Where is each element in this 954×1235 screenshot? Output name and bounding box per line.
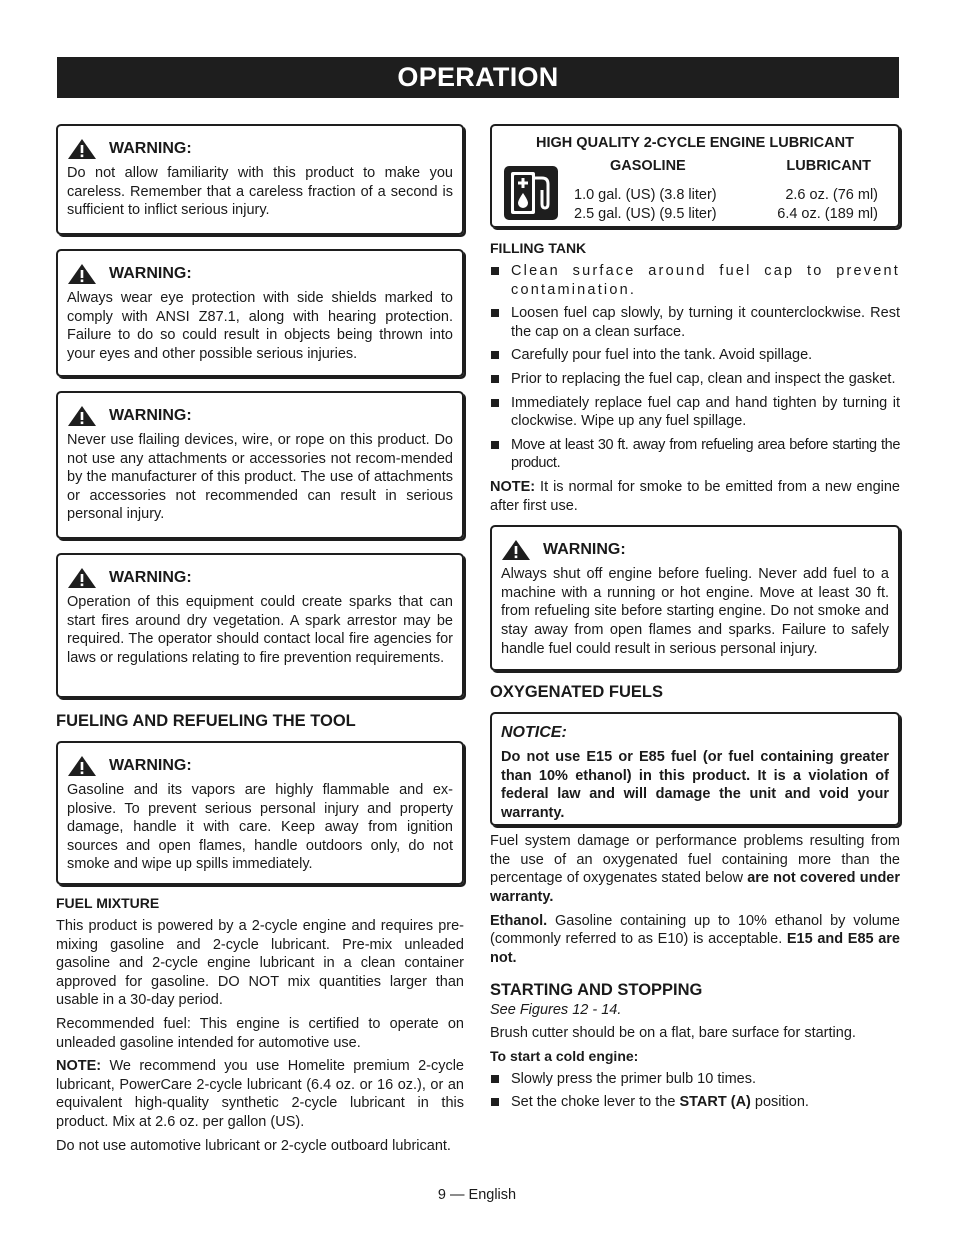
gasoline-cell: 2.5 gal. (US) (9.5 liter) <box>574 206 717 222</box>
warning-box-familiarity <box>56 124 464 235</box>
list-item: Move at least 30 ft. away from refueling area before starting the product. <box>490 436 900 473</box>
warning-triangle-icon <box>67 263 97 285</box>
warning-text: Gasoline and its vapors are highly flammable and ex-plosive. To prevent serious personal injury and property damage, handle it with care. Keep away from ignition sources and open flames, handle outdoors only, do not smoke and wipe up spills immediately. <box>67 782 453 873</box>
right-column <box>490 124 900 1117</box>
warning-text: Operation of this equipment could create sparks that can start fires around dry vegetation. A spark arrestor may be required. The operator should contact local fire agencies for laws or regulations relating to fire prevention requirements. <box>67 594 453 666</box>
fuel-mixture-paragraph: This product is powered by a 2-cycle engine and requires pre-mixing gasoline and 2-cycle lubricant. Pre-mix unleaded gasoline and 2-cycle engine lubricant in a clean container approved for gasoline. DO NOT mix quantities larger than usable in a 30-day period. <box>56 918 464 1009</box>
warning-triangle-icon <box>67 405 97 427</box>
ethanol-paragraph <box>490 912 900 968</box>
warning-title: WARNING: <box>109 140 192 157</box>
list-item: Loosen fuel cap slowly, by turning it counterclockwise. Rest the cap on a clean surface. <box>490 304 900 341</box>
oxygenated-text: Fuel system damage or performance problems resulting from the use of an oxygenated fuel containing more than the percentage of oxygenates stated below <box>490 833 900 887</box>
lubricant-cell: 2.6 oz. (76 ml) <box>785 187 878 203</box>
warning-triangle-icon <box>67 755 97 777</box>
list-item: Immediately replace fuel cap and hand tighten by turning it clockwise. Wipe up any fuel spillage. <box>490 394 900 431</box>
choke-position-label: START (A) <box>679 1094 751 1111</box>
lubricant-row <box>574 206 878 222</box>
note-text: It is normal for smoke to be emitted from a new engine after first use. <box>490 478 900 514</box>
ethanol-label: Ethanol. <box>490 912 548 929</box>
cold-start-list <box>490 1070 900 1112</box>
smoke-note-paragraph <box>490 478 900 515</box>
automotive-lubricant-paragraph: Do not use automotive lubricant or 2-cycle outboard lubricant. <box>56 1137 451 1154</box>
lubricant-note-paragraph <box>56 1057 464 1131</box>
list-item: Carefully pour fuel into the tank. Avoid spillage. <box>490 346 900 365</box>
warning-box-gasoline <box>56 741 464 885</box>
section-title-fueling: FUELING AND REFUELING THE TOOL <box>56 712 356 730</box>
warning-box-eye-protection <box>56 249 464 377</box>
page-title: OPERATION <box>57 57 899 98</box>
warning-triangle-icon <box>501 539 531 561</box>
section-title-oxygenated: OXYGENATED FUELS <box>490 683 663 702</box>
list-item: Slowly press the primer bulb 10 times. <box>490 1070 900 1089</box>
warning-text: Never use flailing devices, wire, or rope on this product. Do not use any attachments or accessories not recom-mended by the manufacturer of this product. The use of attachments or accessories not recommended can result in serious personal injury. <box>67 432 453 523</box>
column-header-gasoline: GASOLINE <box>610 158 686 174</box>
warning-triangle-icon <box>67 138 97 160</box>
choke-text-end: position. <box>750 1094 809 1111</box>
column-header-lubricant: LUBRICANT <box>786 158 871 174</box>
list-item <box>490 1093 900 1112</box>
lubricant-table-title: HIGH QUALITY 2-CYCLE ENGINE LUBRICANT <box>536 135 854 151</box>
warning-box-sparks <box>56 553 464 698</box>
notice-title: NOTICE: <box>501 724 567 742</box>
warning-title: WARNING: <box>109 569 192 586</box>
lubricant-cell: 6.4 oz. (189 ml) <box>777 206 878 222</box>
subsection-title-fuel-mixture: FUEL MIXTURE <box>56 895 160 911</box>
list-item: Clean surface around fuel cap to prevent contamination. <box>490 262 900 299</box>
section-title-starting: STARTING AND STOPPING <box>490 981 703 1000</box>
ethanol-bold-text: E15 and E85 are not. <box>490 931 900 966</box>
warning-text: Always shut off engine before fueling. Never add fuel to a machine with a running or hot engine. Move at least 30 ft. from refueling site before starting engine. Do not smoke and stay away from open flames and sparks. Failure to safely handle fuel could result in serious personal injury. <box>501 566 889 657</box>
cold-engine-title: To start a cold engine: <box>490 1047 639 1064</box>
warning-text: Always wear eye protection with side shields marked to comply with ANSI Z87.1, along with hearing protection. Failure to do so could result in objects being thrown into your eyes and other possible serious injuries. <box>67 290 453 362</box>
fuel-pump-icon <box>502 164 560 222</box>
ethanol-text: Gasoline containing up to 10% ethanol by volume (commonly referred to as E10) is acceptable. <box>490 912 900 948</box>
warning-title: WARNING: <box>543 541 626 559</box>
page-footer: 9 — English <box>437 1187 517 1203</box>
left-column <box>56 124 464 1160</box>
warning-title: WARNING: <box>109 407 192 424</box>
starting-paragraph: Brush cutter should be on a flat, bare surface for starting. <box>490 1025 856 1042</box>
recommended-fuel-paragraph: Recommended fuel: This engine is certified to operate on unleaded gasoline intended for automotive use. <box>56 1015 464 1051</box>
note-label: NOTE: <box>56 1058 102 1075</box>
warning-triangle-icon <box>67 567 97 589</box>
warning-text: Do not allow familiarity with this product to make you careless. Remember that a careless fraction of a second is sufficient to inflict serious injury. <box>67 165 453 219</box>
choke-text: Set the choke lever to the <box>511 1094 680 1111</box>
lubricant-table <box>490 124 900 228</box>
notice-text: Do not use E15 or E85 fuel (or fuel containing greater than 10% ethanol) in this product. It is a violation of federal law and will damage the unit and void your warranty. <box>501 749 889 821</box>
subsection-title-filling-tank: FILLING TANK <box>490 240 587 256</box>
warning-title: WARNING: <box>109 757 192 774</box>
list-item: Prior to replacing the fuel cap, clean and inspect the gasket. <box>490 370 900 389</box>
warning-box-attachments <box>56 391 464 539</box>
filling-tank-list <box>490 262 900 473</box>
note-label: NOTE: <box>490 478 536 495</box>
notice-box <box>490 712 900 826</box>
oxygenated-bold-text: are not covered under warranty. <box>490 870 901 905</box>
warning-title: WARNING: <box>109 265 192 282</box>
note-text: We recommend you use Homelite premium 2-cycle lubricant, PowerCare 2-cycle lubricant (6.4 oz. or 16 oz.), or an equivalent high-quality synthetic 2-cycle lubricant in this product. Mix at 2.6 oz. per gallon (US). <box>56 1058 464 1130</box>
gasoline-cell: 1.0 gal. (US) (3.8 liter) <box>574 187 717 203</box>
figure-reference: See Figures 12 - 14. <box>490 1002 622 1019</box>
lubricant-row <box>574 187 878 203</box>
oxygenated-paragraph <box>490 832 900 906</box>
warning-box-fueling <box>490 525 900 671</box>
